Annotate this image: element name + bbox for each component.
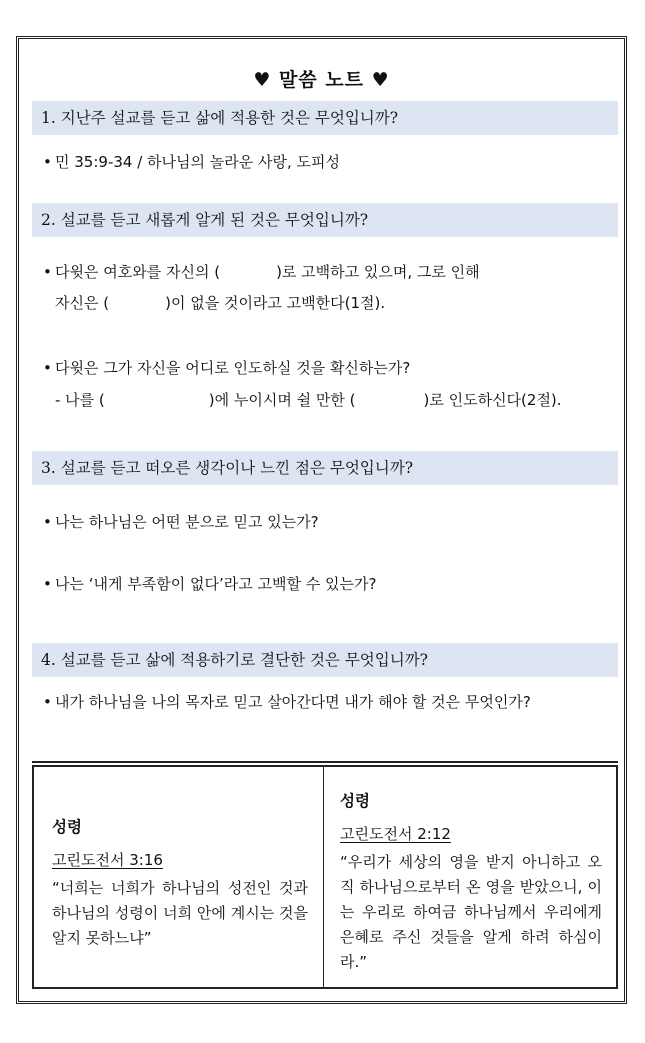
bullet: • <box>43 263 52 281</box>
verse-right-heading: 성령 <box>340 792 370 810</box>
bullet: • <box>43 575 52 593</box>
question-3-heading: 3. 설교를 듣고 떠오른 생각이나 느낀 점은 무엇입니까? <box>32 451 618 485</box>
question-2-heading: 2. 설교를 듣고 새롭게 알게 된 것은 무엇입니까? <box>32 203 618 237</box>
fill-blank-text: )로 인도하신다(2절). <box>423 391 562 409</box>
verse-left-text: “너희는 너희가 하나님의 성전인 것과 하나님의 성령이 너희 안에 계시는 것을 알지 못하느냐” <box>52 879 308 947</box>
column-divider <box>323 767 324 987</box>
bullet: • <box>43 513 52 531</box>
verse-left <box>52 815 308 951</box>
sermon-note-frame <box>16 36 627 1004</box>
question-text: 나는 ‘내게 부족함이 없다’라고 고백할 수 있는가? <box>55 575 377 593</box>
fill-blank-text: 다윗은 여호와를 자신의 ( <box>55 263 221 281</box>
question-2-item-2-line-2 <box>55 389 562 410</box>
bullet: • <box>43 153 52 171</box>
question-text: 나는 하나님은 어떤 분으로 믿고 있는가? <box>55 513 319 531</box>
fill-blank-text: )이 없을 것이라고 고백한다(1절). <box>165 294 386 312</box>
fill-blank-text: 자신은 ( <box>55 294 110 312</box>
verse-right-text: “우리가 세상의 영을 받지 아니하고 오직 하나님으로부터 온 영을 받았으니, 이는 우리로 하여금 하나님께서 우리에게 은혜로 주신 것들을 알게 하려 하심이라.” <box>340 853 602 971</box>
question-4-item-1 <box>43 691 531 712</box>
question-text: 내가 하나님을 나의 목자로 믿고 살아간다면 내가 해야 할 것은 무엇인가? <box>55 693 531 711</box>
question-2-item-1-line-1 <box>43 261 480 282</box>
verse-right <box>340 789 602 975</box>
bullet: • <box>43 359 52 377</box>
fill-blank-text: )로 고백하고 있으며, 그로 인해 <box>276 263 480 281</box>
question-3-item-1 <box>43 511 319 532</box>
question-1-answer <box>43 151 340 172</box>
question-2-item-2-line-1 <box>43 357 410 378</box>
question-3-item-2 <box>43 573 376 594</box>
answer-text: 민 35:9-34 / 하나님의 놀라운 사랑, 도피성 <box>55 153 340 171</box>
verse-left-reference: 고린도전서 3:16 <box>52 851 163 869</box>
fill-blank-text: )에 누이시며 쉴 만한 ( <box>208 391 356 409</box>
bullet: • <box>43 693 52 711</box>
question-4-heading: 4. 설교를 듣고 삶에 적용하기로 결단한 것은 무엇입니까? <box>32 643 618 677</box>
verse-right-reference: 고린도전서 2:12 <box>340 825 451 843</box>
verse-left-heading: 성령 <box>52 818 82 836</box>
question-1-heading: 1. 지난주 설교를 듣고 삶에 적용한 것은 무엇입니까? <box>32 101 618 135</box>
page-title: ♥ 말씀 노트 ♥ <box>253 69 390 91</box>
verse-box <box>32 765 618 989</box>
fill-blank-text: - 나를 ( <box>55 391 105 409</box>
section-divider <box>32 761 618 763</box>
question-2-item-1-line-2 <box>55 292 385 313</box>
question-text: 다윗은 그가 자신을 어디로 인도하실 것을 확신하는가? <box>55 359 411 377</box>
